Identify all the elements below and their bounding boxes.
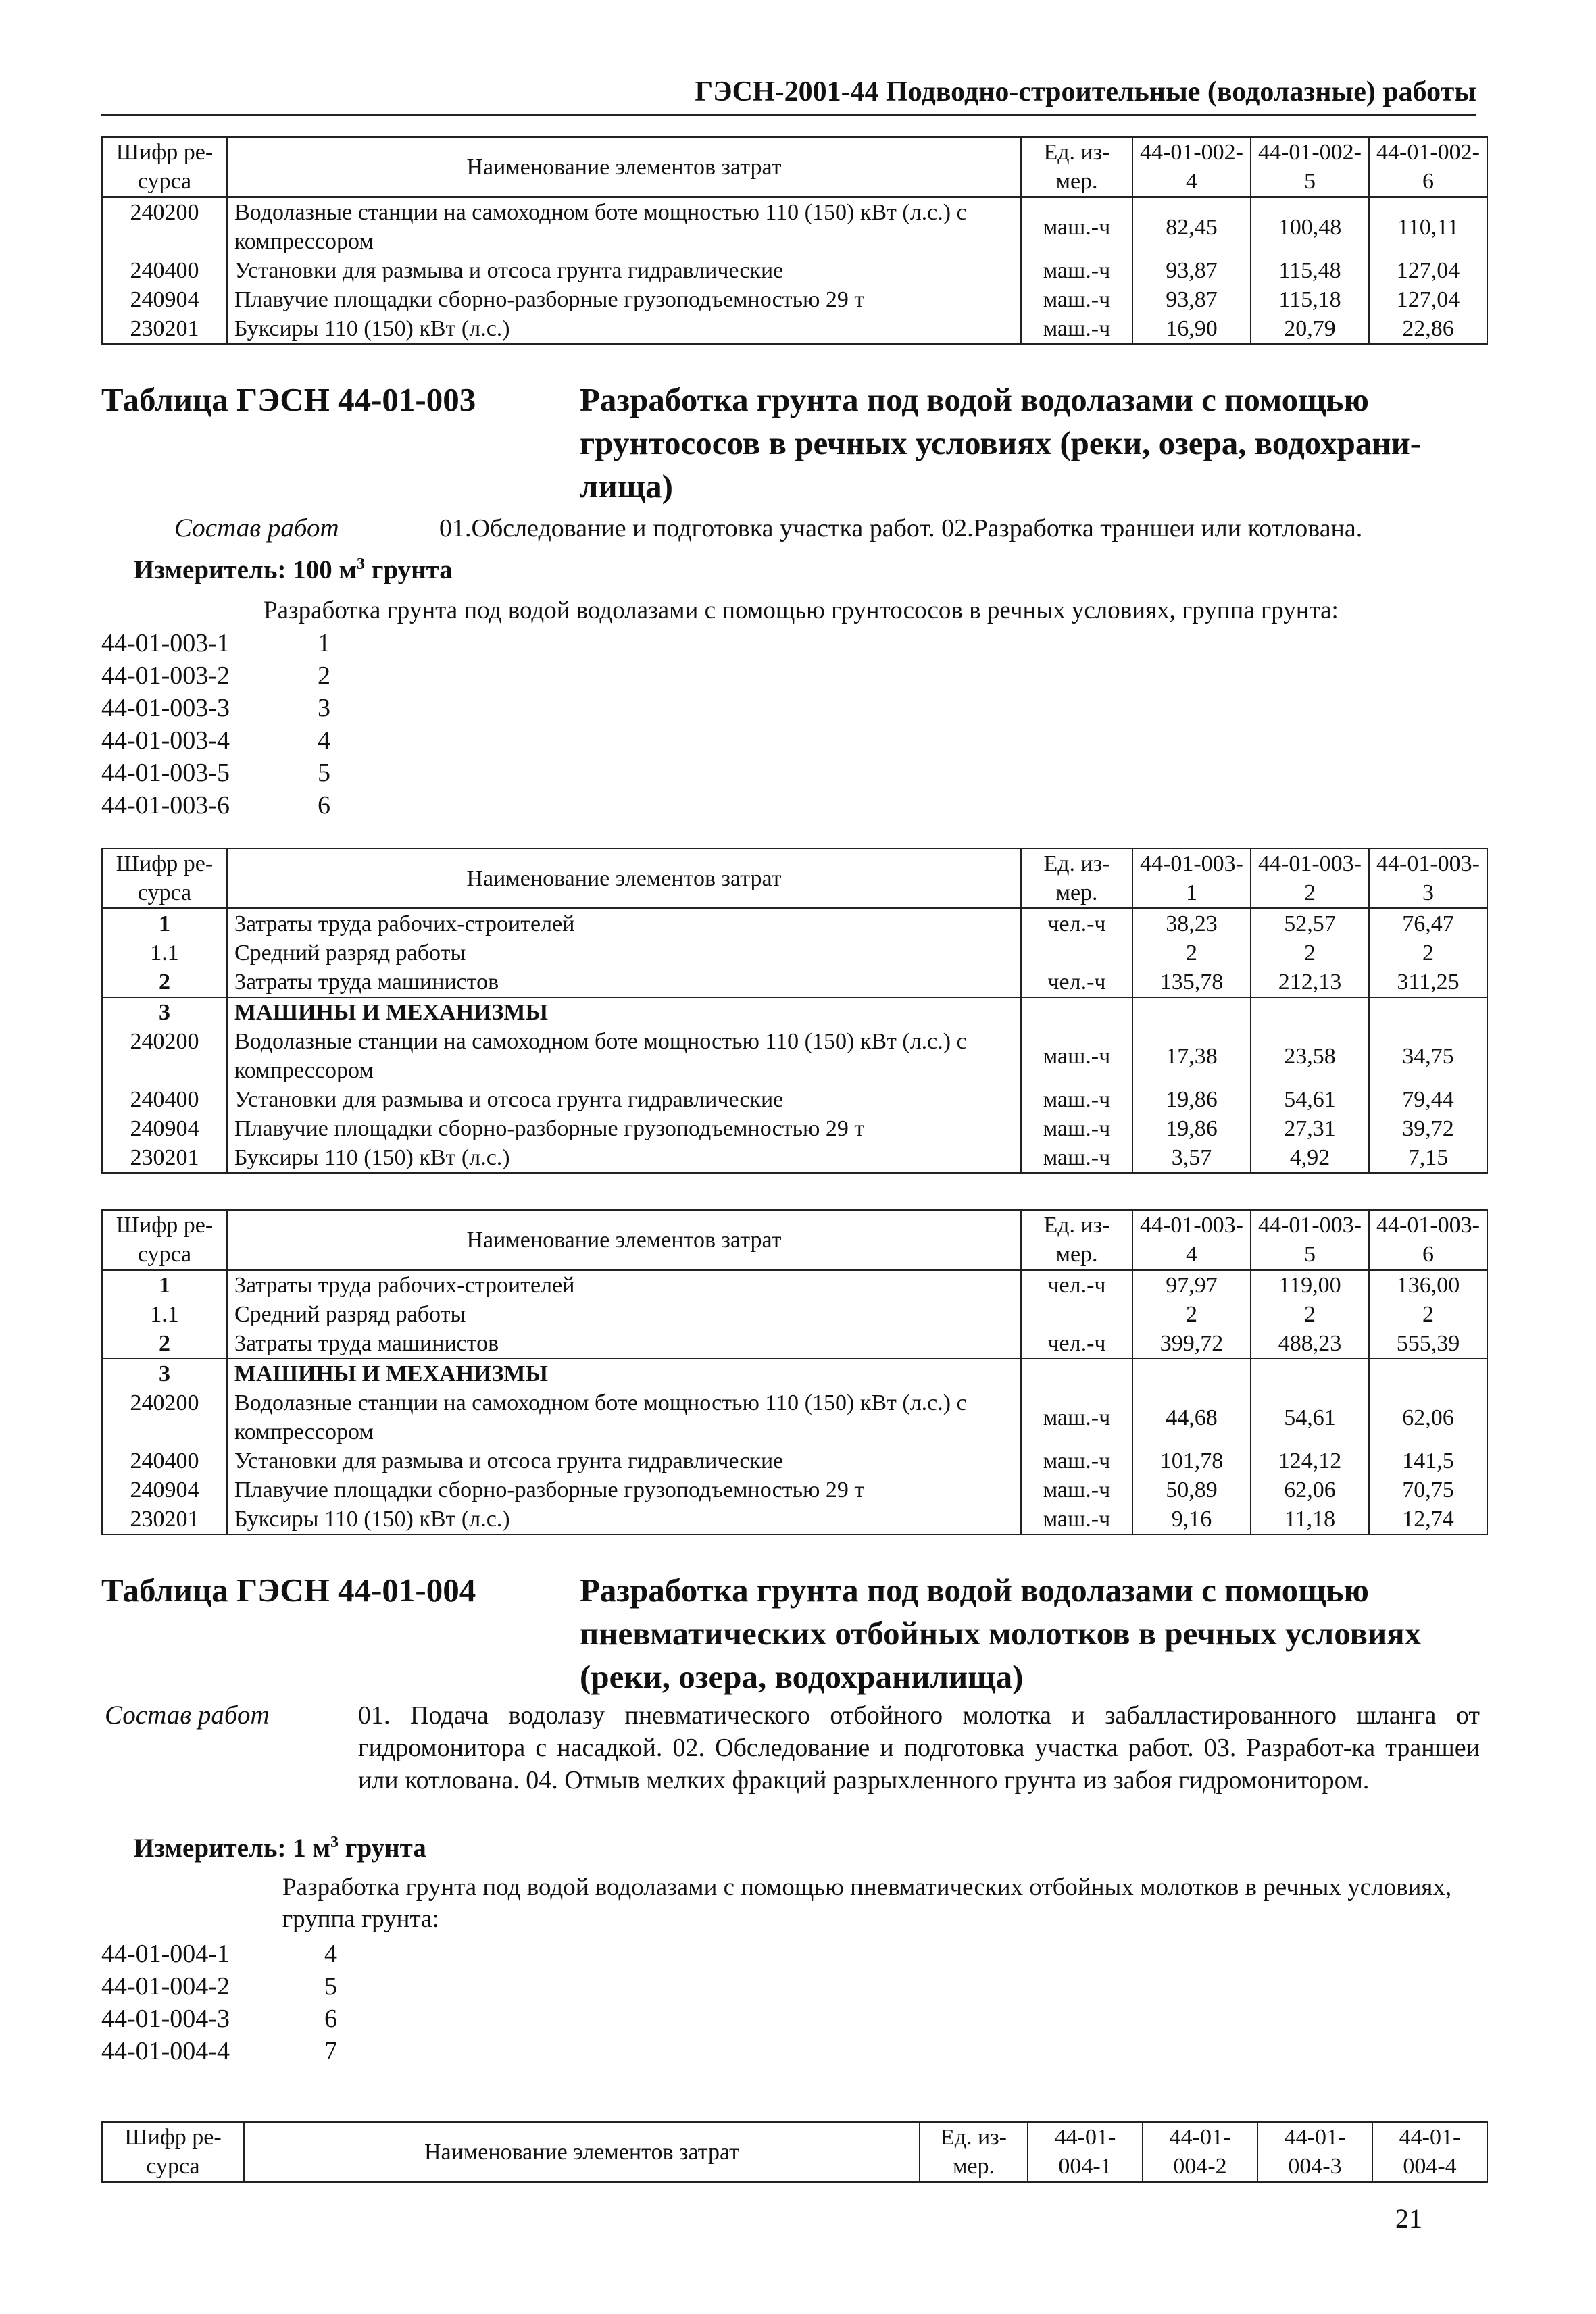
resource-code: 1 xyxy=(102,909,227,939)
norm-value: 101,78 xyxy=(1132,1447,1251,1476)
table-row xyxy=(102,1388,1487,1447)
table-row xyxy=(102,1505,1487,1534)
composition-text: 01.Обследование и подготовка участка работ. 02.Разработка траншеи или котлована. xyxy=(439,514,1363,543)
resource-name: Средний разряд работы xyxy=(227,938,1021,967)
table-header-row xyxy=(102,137,1487,197)
resource-unit: чел.-ч xyxy=(1021,909,1132,939)
norm-code: 44-01-003-4 xyxy=(101,726,230,755)
composition-text: 01. Подача водолазу пневматического отбойного молотка и забалластированного шланга от гидромонитора с насадкой. 02. Обследование и подготовка участка работ. 03. Разработ-ка траншеи или котлована. 04. Отмыв мелких фракций разрыхленного грунта из забоя гидромонитором. xyxy=(358,1701,1480,1794)
resource-name: Водолазные станции на самоходном боте мощностью 110 (150) кВт (л.с.) с компрессором xyxy=(227,1388,1021,1447)
norm-code: 44-01-003-5 xyxy=(101,759,230,787)
measure-suffix: грунта xyxy=(339,1834,426,1863)
norm-value xyxy=(1132,997,1251,1027)
norm-code: 44-01-003-3 xyxy=(101,694,230,722)
section-title: МАШИНЫ И МЕХАНИЗМЫ xyxy=(227,1359,1021,1388)
norm-value xyxy=(1251,1359,1369,1388)
resource-code: 230201 xyxy=(102,1505,227,1534)
norm-value: 135,78 xyxy=(1132,967,1251,997)
norm-value: 2 xyxy=(1251,1300,1369,1329)
norm-value: 7,15 xyxy=(1369,1143,1487,1173)
table-row xyxy=(102,1114,1487,1143)
norm-value: 17,38 xyxy=(1132,1027,1251,1085)
col-unit-header: Ед. из-мер. xyxy=(1021,1210,1132,1270)
resource-unit: маш.-ч xyxy=(1021,1476,1132,1505)
norm-value: 79,44 xyxy=(1369,1085,1487,1114)
resource-code: 240200 xyxy=(102,1027,227,1085)
norm-value: 100,48 xyxy=(1251,197,1369,257)
table-header-row xyxy=(102,849,1487,909)
soil-group: 7 xyxy=(324,2037,337,2065)
work-intro: Разработка грунта под водой водолазами с помощью грунтососов в речных условиях, группа грунта: xyxy=(264,597,1339,624)
list-item xyxy=(101,724,330,757)
norm-value: 38,23 xyxy=(1132,909,1251,939)
col-norm-header: 44-01-003-5 xyxy=(1251,1210,1369,1270)
norm-value: 11,18 xyxy=(1251,1505,1369,1534)
list-item xyxy=(101,1970,337,2003)
col-name-header: Наименование элементов затрат xyxy=(227,849,1021,909)
measure-suffix: грунта xyxy=(365,555,453,584)
resource-name: Затраты труда рабочих-строителей xyxy=(227,1270,1021,1301)
list-item xyxy=(101,757,330,789)
norm-value: 2 xyxy=(1132,1300,1251,1329)
list-item xyxy=(101,2003,337,2035)
table-header-row xyxy=(102,2122,1487,2182)
col-norm-header: 44-01-002-6 xyxy=(1369,137,1487,197)
table-row xyxy=(102,1085,1487,1114)
resource-name: Буксиры 110 (150) кВт (л.с.) xyxy=(227,314,1021,344)
resource-unit: маш.-ч xyxy=(1021,256,1132,285)
table-row xyxy=(102,938,1487,967)
norm-value: 93,87 xyxy=(1132,285,1251,314)
table-row xyxy=(102,197,1487,257)
norm-value: 2 xyxy=(1369,938,1487,967)
resource-name: Затраты труда машинистов xyxy=(227,1329,1021,1359)
col-norm-header: 44-01-002-5 xyxy=(1251,137,1369,197)
table-row xyxy=(102,1359,1487,1388)
table-row xyxy=(102,1143,1487,1173)
norm-value: 2 xyxy=(1369,1300,1487,1329)
table-title-003: Разработка грунта под водой водолазами с помощью грунтососов в речных условиях (реки, озера, водохрани-лища) xyxy=(580,381,1422,505)
col-unit-header: Ед. из-мер. xyxy=(1021,849,1132,909)
resource-code: 240904 xyxy=(102,1114,227,1143)
norm-value: 127,04 xyxy=(1369,285,1487,314)
norm-value xyxy=(1132,1359,1251,1388)
resource-name: Плавучие площадки сборно-разборные грузоподъемностью 29 т xyxy=(227,1476,1021,1505)
col-code-header: Шифр ре-сурса xyxy=(102,2122,244,2182)
table-row xyxy=(102,1027,1487,1085)
table-row xyxy=(102,1447,1487,1476)
col-norm-header: 44-01-003-1 xyxy=(1132,849,1251,909)
table-label-003: Таблица ГЭСН 44-01-003 xyxy=(101,381,476,418)
code-list-004 xyxy=(101,1938,337,2067)
resource-table-004 xyxy=(101,2121,1488,2183)
soil-group: 3 xyxy=(318,694,330,722)
norm-code: 44-01-004-3 xyxy=(101,2005,230,2033)
norm-value: 3,57 xyxy=(1132,1143,1251,1173)
norm-value: 212,13 xyxy=(1251,967,1369,997)
table-row xyxy=(102,967,1487,997)
norm-value: 141,5 xyxy=(1369,1447,1487,1476)
norm-code: 44-01-004-1 xyxy=(101,1940,230,1968)
soil-group: 4 xyxy=(318,726,330,755)
col-code-header: Шифр ре-сурса xyxy=(102,849,227,909)
norm-value: 34,75 xyxy=(1369,1027,1487,1085)
resource-unit: маш.-ч xyxy=(1021,1388,1132,1447)
norm-value: 20,79 xyxy=(1251,314,1369,344)
norm-value: 115,48 xyxy=(1251,256,1369,285)
list-item xyxy=(101,1938,337,1970)
col-name-header: Наименование элементов затрат xyxy=(227,137,1021,197)
norm-value: 136,00 xyxy=(1369,1270,1487,1301)
soil-group: 2 xyxy=(318,661,330,690)
norm-value: 16,90 xyxy=(1132,314,1251,344)
norm-value: 70,75 xyxy=(1369,1476,1487,1505)
soil-group: 5 xyxy=(324,1972,337,2001)
resource-unit: маш.-ч xyxy=(1021,1143,1132,1173)
table-title-004: Разработка грунта под водой водолазами с помощью пневматических отбойных молотков в речных условиях (реки, озера, водохранилища) xyxy=(580,1571,1422,1695)
col-norm-header: 44-01-003-3 xyxy=(1369,849,1487,909)
resource-name: Установки для размыва и отсоса грунта гидравлические xyxy=(227,256,1021,285)
measure-superscript: 3 xyxy=(330,1834,339,1851)
resource-name: Плавучие площадки сборно-разборные грузоподъемностью 29 т xyxy=(227,1114,1021,1143)
col-code-header: Шифр ре-сурса xyxy=(102,137,227,197)
resource-code: 2 xyxy=(102,967,227,997)
table-row xyxy=(102,1476,1487,1505)
norm-value: 50,89 xyxy=(1132,1476,1251,1505)
table-row xyxy=(102,285,1487,314)
resource-unit xyxy=(1021,1359,1132,1388)
col-norm-header: 44-01-003-4 xyxy=(1132,1210,1251,1270)
code-list-003 xyxy=(101,627,330,822)
norm-value xyxy=(1369,997,1487,1027)
soil-group: 6 xyxy=(318,791,330,820)
table-row xyxy=(102,909,1487,939)
list-item xyxy=(101,2035,337,2067)
resource-code: 240200 xyxy=(102,1388,227,1447)
norm-code: 44-01-003-2 xyxy=(101,661,230,690)
soil-group: 5 xyxy=(318,759,330,787)
col-norm-header: 44-01-004-1 xyxy=(1028,2122,1143,2182)
resource-code: 240400 xyxy=(102,1447,227,1476)
soil-group: 6 xyxy=(324,2005,337,2033)
norm-value: 76,47 xyxy=(1369,909,1487,939)
resource-unit: маш.-ч xyxy=(1021,314,1132,344)
norm-value: 4,92 xyxy=(1251,1143,1369,1173)
list-item xyxy=(101,692,330,724)
norm-value: 488,23 xyxy=(1251,1329,1369,1359)
resource-name: Средний разряд работы xyxy=(227,1300,1021,1329)
list-item xyxy=(101,789,330,822)
measure-unit xyxy=(134,554,453,586)
norm-value: 54,61 xyxy=(1251,1085,1369,1114)
measure-superscript: 3 xyxy=(357,555,366,573)
resource-table-002-cont xyxy=(101,136,1488,345)
work-intro: Разработка грунта под водой водолазами с помощью пневматических отбойных молотков в речных условиях, группа грунта: xyxy=(282,1873,1452,1933)
resource-code: 230201 xyxy=(102,314,227,344)
table-row xyxy=(102,314,1487,344)
col-norm-header: 44-01-004-3 xyxy=(1257,2122,1372,2182)
resource-name: Затраты труда рабочих-строителей xyxy=(227,909,1021,939)
resource-unit: маш.-ч xyxy=(1021,197,1132,257)
page-number: 21 xyxy=(1395,2203,1422,2234)
resource-name: Водолазные станции на самоходном боте мощностью 110 (150) кВт (л.с.) с компрессором xyxy=(227,197,1021,257)
measure-unit xyxy=(134,1832,426,1865)
norm-value: 2 xyxy=(1132,938,1251,967)
norm-code: 44-01-004-2 xyxy=(101,1972,230,2001)
norm-value: 39,72 xyxy=(1369,1114,1487,1143)
norm-value: 124,12 xyxy=(1251,1447,1369,1476)
col-unit-header: Ед. из-мер. xyxy=(920,2122,1028,2182)
col-name-header: Наименование элементов затрат xyxy=(244,2122,920,2182)
resource-name: Затраты труда машинистов xyxy=(227,967,1021,997)
norm-value: 52,57 xyxy=(1251,909,1369,939)
norm-code: 44-01-003-1 xyxy=(101,629,230,657)
resource-unit: чел.-ч xyxy=(1021,1329,1132,1359)
resource-code: 240904 xyxy=(102,1476,227,1505)
norm-value: 22,86 xyxy=(1369,314,1487,344)
list-item xyxy=(101,659,330,692)
soil-group: 1 xyxy=(318,629,330,657)
norm-value: 23,58 xyxy=(1251,1027,1369,1085)
table-row xyxy=(102,256,1487,285)
norm-value: 19,86 xyxy=(1132,1114,1251,1143)
col-code-header: Шифр ре-сурса xyxy=(102,1210,227,1270)
resource-unit: маш.-ч xyxy=(1021,285,1132,314)
table-row xyxy=(102,997,1487,1027)
norm-value: 555,39 xyxy=(1369,1329,1487,1359)
composition-label: Состав работ xyxy=(105,1701,270,1730)
norm-value: 311,25 xyxy=(1369,967,1487,997)
resource-name: Установки для размыва и отсоса грунта гидравлические xyxy=(227,1447,1021,1476)
measure-prefix: Измеритель: 100 м xyxy=(134,555,357,584)
resource-code: 1.1 xyxy=(102,938,227,967)
table-header-row xyxy=(102,1210,1487,1270)
resource-code: 1 xyxy=(102,1270,227,1301)
resource-code: 240200 xyxy=(102,197,227,257)
norm-value xyxy=(1251,997,1369,1027)
running-header: ГЭСН-2001-44 Подводно-строительные (водолазные) работы xyxy=(101,76,1476,116)
col-norm-header: 44-01-004-4 xyxy=(1372,2122,1487,2182)
col-norm-header: 44-01-003-2 xyxy=(1251,849,1369,909)
resource-code: 240400 xyxy=(102,256,227,285)
resource-code: 3 xyxy=(102,1359,227,1388)
norm-value xyxy=(1369,1359,1487,1388)
norm-value: 19,86 xyxy=(1132,1085,1251,1114)
norm-value: 62,06 xyxy=(1369,1388,1487,1447)
table-label-004: Таблица ГЭСН 44-01-004 xyxy=(101,1571,476,1609)
norm-value: 110,11 xyxy=(1369,197,1487,257)
resource-unit xyxy=(1021,938,1132,967)
norm-value: 62,06 xyxy=(1251,1476,1369,1505)
table-row xyxy=(102,1329,1487,1359)
norm-value: 2 xyxy=(1251,938,1369,967)
table-row xyxy=(102,1300,1487,1329)
resource-table-003-b xyxy=(101,1209,1488,1535)
norm-value: 9,16 xyxy=(1132,1505,1251,1534)
composition-label: Состав работ xyxy=(174,513,339,543)
norm-value: 119,00 xyxy=(1251,1270,1369,1301)
norm-value: 54,61 xyxy=(1251,1388,1369,1447)
resource-unit: маш.-ч xyxy=(1021,1447,1132,1476)
resource-code: 230201 xyxy=(102,1143,227,1173)
col-unit-header: Ед. из-мер. xyxy=(1021,137,1132,197)
col-norm-header: 44-01-004-2 xyxy=(1143,2122,1257,2182)
norm-value: 115,18 xyxy=(1251,285,1369,314)
resource-code: 240904 xyxy=(102,285,227,314)
resource-unit: чел.-ч xyxy=(1021,967,1132,997)
resource-name: Водолазные станции на самоходном боте мощностью 110 (150) кВт (л.с.) с компрессором xyxy=(227,1027,1021,1085)
measure-prefix: Измеритель: 1 м xyxy=(134,1834,331,1863)
resource-table-003-a xyxy=(101,848,1488,1174)
resource-unit: маш.-ч xyxy=(1021,1114,1132,1143)
norm-value: 44,68 xyxy=(1132,1388,1251,1447)
col-name-header: Наименование элементов затрат xyxy=(227,1210,1021,1270)
resource-unit xyxy=(1021,1300,1132,1329)
list-item xyxy=(101,627,330,659)
soil-group: 4 xyxy=(324,1940,337,1968)
col-norm-header: 44-01-002-4 xyxy=(1132,137,1251,197)
resource-unit: маш.-ч xyxy=(1021,1027,1132,1085)
resource-name: Плавучие площадки сборно-разборные грузоподъемностью 29 т xyxy=(227,285,1021,314)
resource-unit xyxy=(1021,997,1132,1027)
table-row xyxy=(102,1270,1487,1301)
norm-value: 12,74 xyxy=(1369,1505,1487,1534)
resource-unit: маш.-ч xyxy=(1021,1505,1132,1534)
norm-code: 44-01-004-4 xyxy=(101,2037,230,2065)
norm-value: 82,45 xyxy=(1132,197,1251,257)
section-title: МАШИНЫ И МЕХАНИЗМЫ xyxy=(227,997,1021,1027)
norm-value: 27,31 xyxy=(1251,1114,1369,1143)
resource-name: Буксиры 110 (150) кВт (л.с.) xyxy=(227,1143,1021,1173)
resource-code: 1.1 xyxy=(102,1300,227,1329)
resource-name: Буксиры 110 (150) кВт (л.с.) xyxy=(227,1505,1021,1534)
norm-value: 97,97 xyxy=(1132,1270,1251,1301)
col-norm-header: 44-01-003-6 xyxy=(1369,1210,1487,1270)
resource-code: 3 xyxy=(102,997,227,1027)
norm-code: 44-01-003-6 xyxy=(101,791,230,820)
norm-value: 399,72 xyxy=(1132,1329,1251,1359)
resource-unit: чел.-ч xyxy=(1021,1270,1132,1301)
resource-unit: маш.-ч xyxy=(1021,1085,1132,1114)
resource-code: 240400 xyxy=(102,1085,227,1114)
norm-value: 127,04 xyxy=(1369,256,1487,285)
resource-code: 2 xyxy=(102,1329,227,1359)
resource-name: Установки для размыва и отсоса грунта гидравлические xyxy=(227,1085,1021,1114)
norm-value: 93,87 xyxy=(1132,256,1251,285)
